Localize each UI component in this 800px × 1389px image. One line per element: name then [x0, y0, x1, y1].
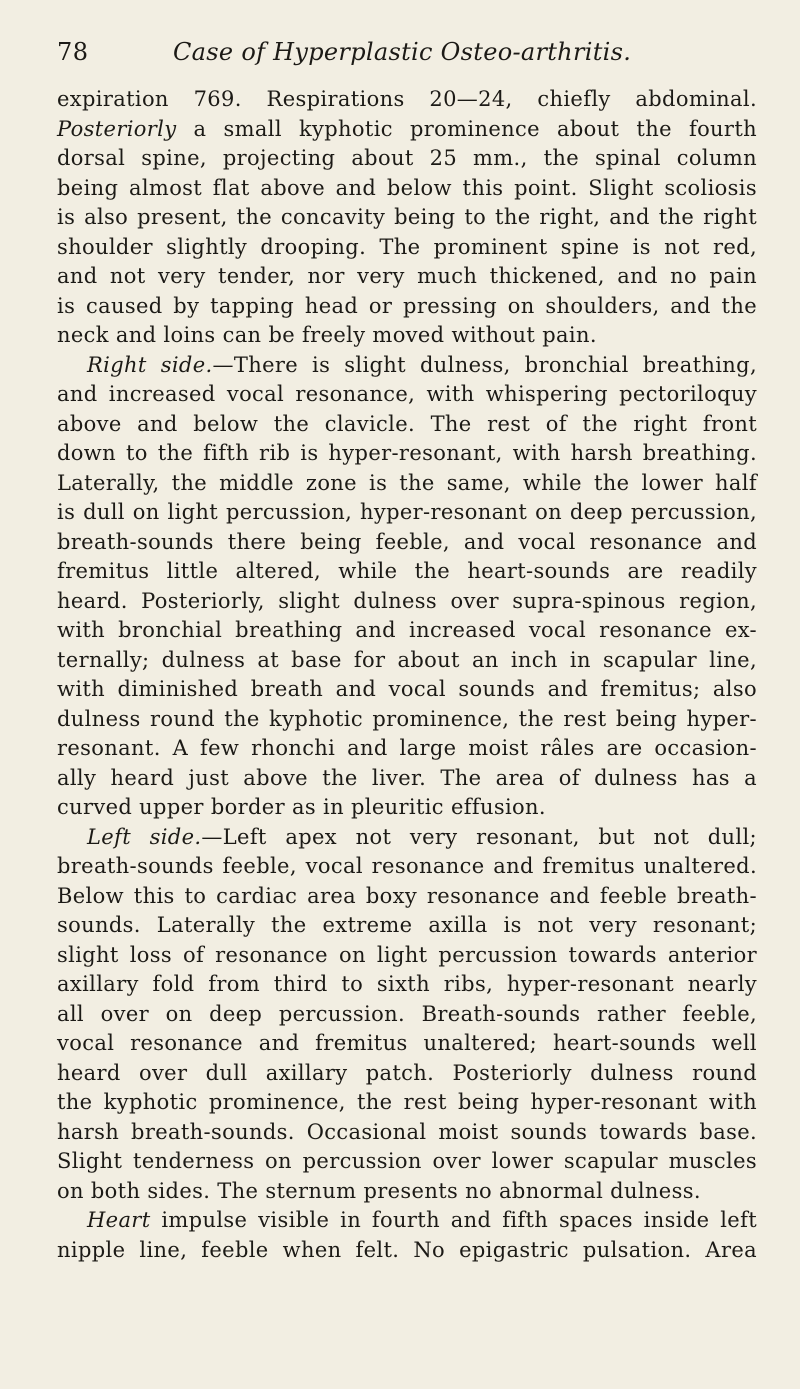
line-text: with diminished breath and vocal sounds and fremitus; also [57, 677, 757, 701]
line-text: —There is slight dulness, bronchial breathing, [212, 352, 757, 377]
line-text: shoulder slightly drooping. The prominent spine is not red, [57, 234, 757, 259]
text-line [57, 675, 757, 705]
text-line [57, 1206, 757, 1236]
body-text [57, 85, 757, 1265]
line-text: axillary fold from third to sixth ribs, hyper-resonant nearly [57, 972, 757, 996]
line-text: is caused by tapping head or pressing on shoulders, and the [57, 293, 757, 318]
line-text: ally heard just above the liver. The area of dulness has a [57, 765, 757, 790]
line-text: above and below the clavicle. The rest of the right front [57, 411, 757, 436]
text-line [57, 705, 757, 735]
text-line [57, 557, 757, 587]
text-line [57, 174, 757, 204]
page-header [57, 38, 757, 72]
text-line [57, 85, 757, 115]
line-text: sounds. Laterally the extreme axilla is not very resonant; [57, 913, 757, 937]
text-line [57, 292, 757, 322]
text-line [57, 793, 757, 823]
line-text: is dull on light percussion, hyper-resonant on deep percussion, [57, 500, 757, 524]
line-text: expiration 769. Respirations 20—24, chiefly abdominal. [57, 87, 757, 111]
text-line [57, 1000, 757, 1030]
text-line [57, 439, 757, 469]
text-line [57, 321, 757, 351]
running-title: Case of Hyperplastic Osteo-arthritis. [173, 38, 632, 66]
line-text: nipple line, feeble when felt. No epigastric pulsation. Area [57, 1237, 757, 1262]
line-text: being almost flat above and below this point. Slight scoliosis [57, 175, 757, 200]
text-line [57, 616, 757, 646]
text-line [57, 1236, 757, 1266]
line-text: impulse visible in fourth and fifth spaces inside left [150, 1208, 757, 1232]
text-line [57, 1118, 757, 1148]
line-text: harsh breath-sounds. Occasional moist sounds towards base. [57, 1119, 757, 1144]
line-text: vocal resonance and fremitus unaltered; heart-sounds well [57, 1031, 757, 1055]
text-line [57, 852, 757, 882]
line-text: on both sides. The sternum presents no abnormal dulness. [57, 1178, 701, 1203]
text-line [57, 469, 757, 499]
line-text: resonant. A few rhonchi and large moist râles are occasion- [57, 736, 757, 760]
line-text: all over on deep percussion. Breath-sounds rather feeble, [57, 1001, 757, 1026]
line-text: breath-sounds there being feeble, and vocal resonance and [57, 529, 757, 554]
text-line [57, 262, 757, 292]
text-line [57, 351, 757, 381]
line-text: with bronchial breathing and increased vocal resonance ex- [57, 618, 757, 642]
line-text: Slight tenderness on percussion over lower scapular muscles [57, 1149, 757, 1173]
text-line [57, 911, 757, 941]
line-text: Laterally, the middle zone is the same, while the lower half [57, 470, 757, 495]
italic-heading: Heart [87, 1208, 151, 1232]
line-text: slight loss of resonance on light percussion towards anterior [57, 942, 757, 967]
line-text: —Left apex not very resonant, but not dull; [201, 824, 757, 849]
text-line [57, 823, 757, 853]
italic-heading: Right side. [87, 352, 213, 377]
text-line [57, 203, 757, 233]
text-line [57, 410, 757, 440]
text-line [57, 882, 757, 912]
italic-heading: Posteriorly [57, 116, 177, 141]
line-text: curved upper border as in pleuritic effusion. [57, 795, 546, 819]
text-line [57, 115, 757, 145]
text-line [57, 1088, 757, 1118]
line-text: breath-sounds feeble, vocal resonance and fremitus unaltered. [57, 854, 757, 878]
text-line [57, 498, 757, 528]
line-text: and not very tender, nor very much thickened, and no pain [57, 264, 757, 288]
page-number: 78 [57, 38, 89, 66]
line-text: dulness round the kyphotic prominence, the rest being hyper- [57, 706, 757, 731]
line-text: the kyphotic prominence, the rest being hyper-resonant with [57, 1090, 757, 1114]
text-line [57, 1147, 757, 1177]
line-text: ternally; dulness at base for about an inch in scapular line, [57, 647, 757, 672]
text-line [57, 941, 757, 971]
text-line [57, 233, 757, 263]
text-line [57, 734, 757, 764]
line-text: dorsal spine, projecting about 25 mm., the spinal column [57, 146, 757, 170]
line-text: down to the fifth rib is hyper-resonant, with harsh breathing. [57, 441, 757, 465]
text-line [57, 528, 757, 558]
text-line [57, 144, 757, 174]
line-text: a small kyphotic prominence about the fourth [176, 116, 757, 141]
line-text: heard over dull axillary patch. Posteriorly dulness round [57, 1060, 757, 1085]
text-line [57, 764, 757, 794]
line-text: is also present, the concavity being to the right, and the right [57, 205, 757, 229]
text-line [57, 1177, 757, 1207]
text-line [57, 587, 757, 617]
line-text: neck and loins can be freely moved without pain. [57, 323, 597, 347]
text-line [57, 970, 757, 1000]
italic-heading: Left side. [87, 824, 202, 849]
line-text: and increased vocal resonance, with whispering pectoriloquy [57, 382, 757, 406]
line-text: heard. Posteriorly, slight dulness over supra-spinous region, [57, 588, 757, 613]
text-line [57, 1059, 757, 1089]
line-text: fremitus little altered, while the heart-sounds are readily [57, 559, 757, 583]
text-line [57, 1029, 757, 1059]
text-line [57, 646, 757, 676]
line-text: Below this to cardiac area boxy resonance and feeble breath- [57, 883, 757, 908]
text-line [57, 380, 757, 410]
